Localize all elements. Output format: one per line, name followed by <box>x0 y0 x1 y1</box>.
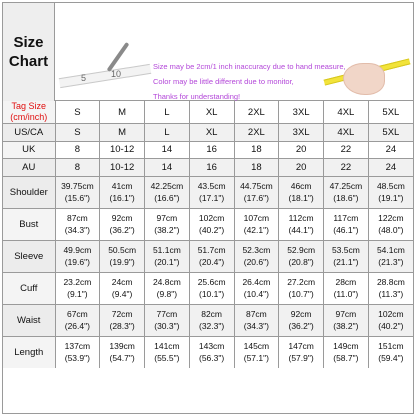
measure-cell <box>55 336 100 368</box>
size-cell: 4XL <box>324 101 369 124</box>
size-cell: 10-12 <box>100 141 145 159</box>
size-chart-sheet <box>2 2 414 414</box>
measure-cell <box>100 272 145 304</box>
size-cell: 14 <box>145 141 190 159</box>
measure-cell <box>145 176 190 208</box>
cm-value: 50.5cm <box>108 245 137 255</box>
cm-value: 97cm <box>335 309 357 319</box>
size-cell: 18 <box>234 159 279 177</box>
cm-value: 27.2cm <box>287 277 316 287</box>
measure-cell <box>189 240 234 272</box>
inch-value: (44.1") <box>288 225 314 235</box>
measure-row <box>3 240 413 272</box>
measure-cell <box>234 208 279 240</box>
cm-value: 51.7cm <box>197 245 226 255</box>
size-cell: 24 <box>368 141 413 159</box>
measure-cell <box>368 176 413 208</box>
inch-value: (28.3") <box>109 321 135 331</box>
size-cell: 2XL <box>234 101 279 124</box>
inch-value: (53.9") <box>64 353 90 364</box>
inch-value: (40.2") <box>199 225 225 235</box>
cm-value: 43.5cm <box>197 181 226 191</box>
size-cell: 20 <box>279 141 324 159</box>
inch-value: (17.6") <box>243 193 269 203</box>
inch-value: (20.1") <box>154 257 180 267</box>
size-row <box>3 141 413 159</box>
measure-cell <box>324 240 369 272</box>
measure-cell <box>100 304 145 336</box>
cm-value: 87cm <box>245 309 267 319</box>
row-label: Shoulder <box>3 176 55 208</box>
row-label: US/CA <box>3 124 55 142</box>
cm-value: 23.2cm <box>63 277 92 287</box>
cm-value: 67cm <box>66 309 88 319</box>
measure-row <box>3 176 413 208</box>
size-cell: L <box>145 124 190 142</box>
row-label: Bust <box>3 208 55 240</box>
hand-illustration <box>343 63 385 95</box>
cm-value: 44.75cm <box>240 181 273 191</box>
cm-value: 92cm <box>111 213 133 223</box>
cm-value: 72cm <box>111 309 133 319</box>
measure-cell <box>324 336 369 368</box>
inch-value: (59.4") <box>378 353 404 364</box>
size-cell: 24 <box>368 159 413 177</box>
inch-value: (58.7") <box>333 353 359 364</box>
chart-title <box>3 3 55 101</box>
measurement-notes <box>153 59 346 104</box>
cm-value: 97cm <box>156 213 178 223</box>
size-cell: M <box>100 101 145 124</box>
measure-cell <box>234 176 279 208</box>
size-cell: 5XL <box>368 124 413 142</box>
chart-title-line2: Chart <box>8 53 49 70</box>
measure-cell <box>234 240 279 272</box>
cm-value: 51.1cm <box>152 245 181 255</box>
cm-value: 137cm <box>64 341 91 352</box>
cm-value: 53.5cm <box>331 245 360 255</box>
size-cell: 20 <box>279 159 324 177</box>
size-cell: 16 <box>189 159 234 177</box>
measure-cell <box>100 240 145 272</box>
size-row <box>3 159 413 177</box>
cm-value: 52.3cm <box>242 245 271 255</box>
size-cell: 3XL <box>279 101 324 124</box>
chart-header <box>3 3 413 101</box>
inch-value: (48.0") <box>378 225 404 235</box>
size-cell: 8 <box>55 159 100 177</box>
note-hand-measure: Size may be 2cm/1 inch inaccuracy due to hand measure, <box>153 62 346 71</box>
cm-value: 52.9cm <box>287 245 316 255</box>
measure-cell <box>279 304 324 336</box>
inch-value: (10.4") <box>243 289 269 299</box>
inch-value: (11.0") <box>333 289 359 299</box>
inch-value: (34.3") <box>64 225 90 235</box>
inch-value: (18.6") <box>333 193 359 203</box>
size-cell: S <box>55 124 100 142</box>
row-label: Waist <box>3 304 55 336</box>
cm-value: 82cm <box>201 309 223 319</box>
size-cell: M <box>100 124 145 142</box>
size-cell: 10-12 <box>100 159 145 177</box>
size-cell: XL <box>189 124 234 142</box>
size-cell: 3XL <box>279 124 324 142</box>
measure-cell <box>368 208 413 240</box>
measure-cell <box>100 208 145 240</box>
inch-value: (42.1") <box>243 225 269 235</box>
size-cell: 22 <box>324 141 369 159</box>
cm-value: 48.5cm <box>376 181 405 191</box>
inch-value: (9.8") <box>156 289 178 299</box>
measure-row <box>3 272 413 304</box>
measure-cell <box>189 176 234 208</box>
row-label: UK <box>3 141 55 159</box>
inch-value: (11.3") <box>378 289 404 299</box>
cm-value: 112cm <box>288 213 314 223</box>
inch-value: (19.9") <box>109 257 135 267</box>
measure-row <box>3 304 413 336</box>
size-table <box>3 101 413 368</box>
measure-cell <box>279 240 324 272</box>
cm-value: 122cm <box>378 213 404 223</box>
measure-cell <box>55 240 100 272</box>
size-cell: 22 <box>324 159 369 177</box>
note-monitor-color: Color may be little different due to monitor, <box>153 77 294 86</box>
size-cell: 2XL <box>234 124 279 142</box>
inch-value: (21.3") <box>378 257 404 267</box>
cm-value: 87cm <box>66 213 88 223</box>
measure-cell <box>368 304 413 336</box>
inch-value: (9.4") <box>111 289 133 299</box>
cm-value: 143cm <box>198 341 225 352</box>
inch-value: (19.1") <box>378 193 404 203</box>
measure-cell <box>189 208 234 240</box>
measure-cell <box>100 176 145 208</box>
tape-number-10: 10 <box>111 69 122 79</box>
measuring-tape-illustration <box>59 49 159 95</box>
inch-value: (16.6") <box>154 193 180 203</box>
inch-value: (38.2") <box>154 225 180 235</box>
inch-value: (20.4") <box>199 257 225 267</box>
measure-cell <box>100 336 145 368</box>
row-label: Sleeve <box>3 240 55 272</box>
cm-value: 151cm <box>378 341 404 352</box>
measure-cell <box>55 208 100 240</box>
measure-cell <box>368 272 413 304</box>
measure-cell <box>145 336 190 368</box>
inch-value: (10.7") <box>288 289 314 299</box>
inch-value: (36.2") <box>288 321 314 331</box>
row-label: Length <box>3 336 55 368</box>
cm-value: 28.8cm <box>376 277 405 287</box>
measure-row <box>3 336 413 368</box>
measure-cell <box>324 272 369 304</box>
inch-value: (21.1") <box>333 257 359 267</box>
measure-cell <box>234 272 279 304</box>
size-cell: 16 <box>189 141 234 159</box>
measure-cell <box>234 336 279 368</box>
inch-value: (34.3") <box>243 321 269 331</box>
cm-value: 141cm <box>154 341 180 352</box>
row-label: Tag Size (cm/inch) <box>3 101 55 124</box>
inch-value: (17.1") <box>199 193 225 203</box>
inch-value: (57.9") <box>288 353 314 364</box>
inch-value: (9.1") <box>67 289 88 299</box>
cm-value: 25.6cm <box>197 277 226 287</box>
measure-row <box>3 208 413 240</box>
cm-value: 26.4cm <box>242 277 271 287</box>
cm-value: 107cm <box>243 213 270 223</box>
measure-cell <box>145 304 190 336</box>
cm-value: 102cm <box>198 213 225 223</box>
measure-cell <box>145 208 190 240</box>
cm-value: 149cm <box>333 341 359 352</box>
inch-value: (15.6") <box>64 193 90 203</box>
inch-value: (18.1") <box>288 193 314 203</box>
size-cell: 14 <box>145 159 190 177</box>
measure-cell <box>189 304 234 336</box>
cm-value: 147cm <box>288 341 314 352</box>
row-label: Cuff <box>3 272 55 304</box>
measure-cell <box>145 240 190 272</box>
cm-value: 117cm <box>333 213 359 223</box>
cm-value: 39.75cm <box>61 181 94 191</box>
measure-cell <box>234 304 279 336</box>
measure-cell <box>55 176 100 208</box>
tape-number-5: 5 <box>81 73 87 83</box>
cm-value: 42.25cm <box>150 181 184 191</box>
measure-cell <box>368 336 413 368</box>
inch-value: (32.3") <box>199 321 225 331</box>
measure-cell <box>55 304 100 336</box>
inch-value: (30.3") <box>154 321 180 331</box>
inch-value: (55.5") <box>154 353 180 364</box>
measure-cell <box>368 240 413 272</box>
cm-value: 46cm <box>290 181 312 191</box>
size-cell: XL <box>189 101 234 124</box>
inch-value: (19.6") <box>64 257 90 267</box>
cm-value: 41cm <box>111 181 133 191</box>
measure-cell <box>279 272 324 304</box>
cm-value: 145cm <box>243 341 270 352</box>
size-cell: 18 <box>234 141 279 159</box>
size-cell: S <box>55 101 100 124</box>
cm-value: 28cm <box>335 277 357 287</box>
cm-value: 24.8cm <box>152 277 181 287</box>
measure-cell <box>324 176 369 208</box>
note-thanks: Thanks for understanding! <box>153 92 241 101</box>
inch-value: (38.2") <box>333 321 359 331</box>
inch-value: (57.1") <box>243 353 269 364</box>
size-row <box>3 101 413 124</box>
inch-value: (20.6") <box>243 257 269 267</box>
measure-cell <box>279 336 324 368</box>
cm-value: 54.1cm <box>376 245 405 255</box>
cm-value: 77cm <box>156 309 178 319</box>
size-cell: 4XL <box>324 124 369 142</box>
inch-value: (26.4") <box>64 321 90 331</box>
measure-cell <box>279 208 324 240</box>
cm-value: 49.9cm <box>63 245 92 255</box>
measure-cell <box>279 176 324 208</box>
measure-cell <box>324 304 369 336</box>
measure-cell <box>189 272 234 304</box>
inch-value: (54.7") <box>109 353 135 364</box>
size-cell: 8 <box>55 141 100 159</box>
row-label: AU <box>3 159 55 177</box>
inch-value: (56.3") <box>199 353 225 364</box>
inch-value: (10.1") <box>199 289 225 299</box>
inch-value: (20.8") <box>288 257 314 267</box>
cm-value: 92cm <box>290 309 312 319</box>
inch-value: (40.2") <box>378 321 404 331</box>
cm-value: 47.25cm <box>329 181 363 191</box>
cm-value: 139cm <box>109 341 135 352</box>
size-cell: L <box>145 101 190 124</box>
measure-cell <box>324 208 369 240</box>
inch-value: (46.1") <box>333 225 359 235</box>
measure-cell <box>145 272 190 304</box>
measure-cell <box>55 272 100 304</box>
size-cell: 5XL <box>368 101 413 124</box>
inch-value: (36.2") <box>109 225 135 235</box>
tape-strip <box>59 64 151 88</box>
size-row <box>3 124 413 142</box>
cm-value: 102cm <box>378 309 404 319</box>
measure-cell <box>189 336 234 368</box>
inch-value: (16.1") <box>109 193 135 203</box>
chart-title-line1: Size <box>13 34 44 51</box>
cm-value: 24cm <box>111 277 133 287</box>
